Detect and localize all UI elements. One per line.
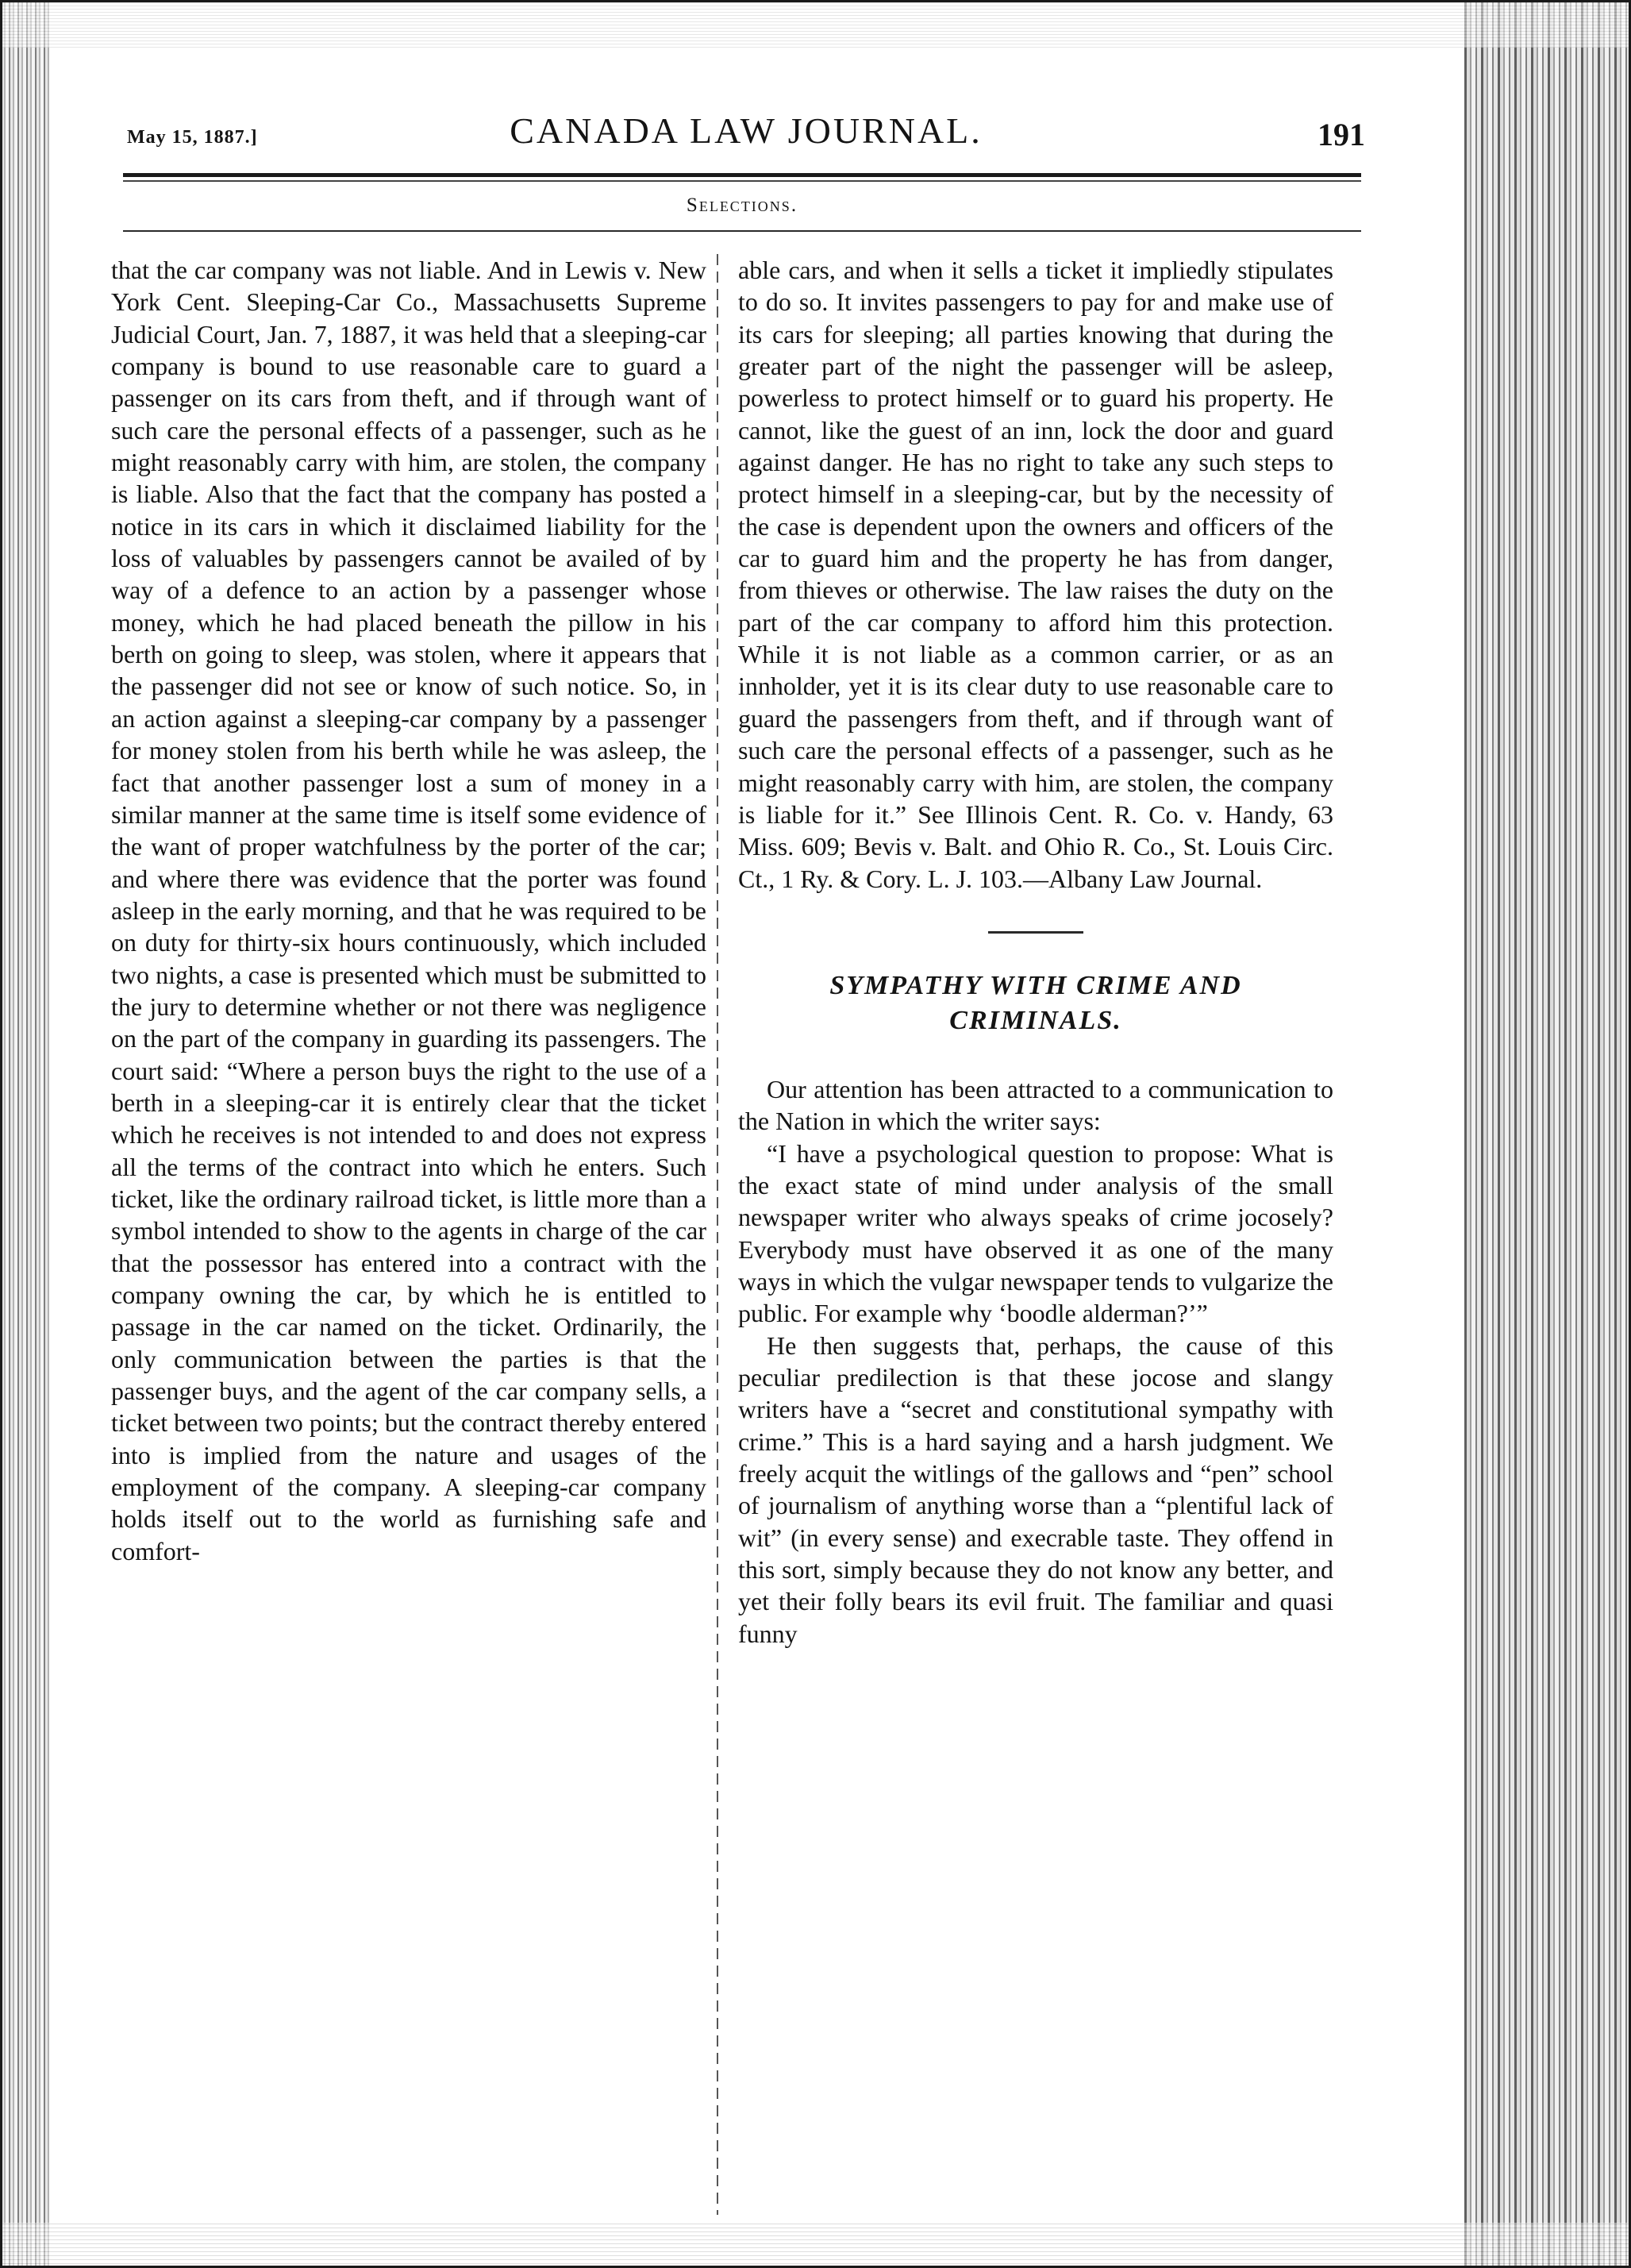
article-paragraph-2: “I have a psychological question to propose: What is the exact state of mind under analysis of the small newspaper writer who always speaks of crime jocosely? Everybody must have observed it as one of the many ways in which the vulgar newspaper tends to vulgarize the public. For example why ‘boodle alderman?’” bbox=[738, 1138, 1333, 1328]
right-column bbox=[738, 254, 1333, 1650]
running-date: May 15, 1887.] bbox=[127, 127, 258, 148]
article-paragraph-1: Our attention has been attracted to a communication to the Nation in which the writer says: bbox=[738, 1074, 1333, 1136]
column-divider bbox=[717, 254, 718, 2215]
journal-title: CANADA LAW JOURNAL. bbox=[510, 110, 983, 151]
header-rule bbox=[123, 173, 1361, 177]
page-number: 191 bbox=[1317, 117, 1365, 152]
article-title-line-1: SYMPATHY WITH CRIME AND bbox=[829, 970, 1242, 1000]
article-paragraph-3: He then suggests that, perhaps, the cause of this peculiar predilection is that these jocose and slangy writers have a “secret and constitutional sympathy with crime.” This is a hard saying and a harsh judgment. We freely acquit the witlings of the gallows and “pen” school of journalism of anything worse than a “plentiful lack of wit” (in every sense) and execrable taste. They offend in this sort, simply because they do not know any better, and yet their folly bears its evil fruit. The familiar and quasi funny bbox=[738, 1330, 1333, 1648]
article-divider bbox=[988, 931, 1083, 934]
article-title-line-2: CRIMINALS. bbox=[949, 1005, 1122, 1035]
article-title bbox=[738, 968, 1333, 1038]
section-rule bbox=[123, 230, 1361, 232]
section-heading: Selections. bbox=[686, 194, 798, 216]
header-rule-thin bbox=[123, 180, 1361, 182]
continuation-text: able cars, and when it sells a ticket it impliedly stipulates to do so. It invites passengers to pay for and make use of its cars for sleeping; all parties knowing that during the greater part of the night the passenger will be asleep, powerless to protect himself or to guard his property. He cannot, like the guest of an inn, lock the door and guard against danger. He has no right to take any such steps to protect himself in a sleeping-car, but by the necessity of the case is dependent upon the owners and officers of the car to guard him and the property he has from danger, from thieves or otherwise. The law raises the duty on the part of the car company to afford him this protection. While it is not liable as a common carrier, or as an innholder, yet it is its clear duty to use reasonable care to guard the passengers from theft, and if through want of such care the personal effects of a passenger, such as he might reasonably carry with him, are stolen, the company is liable for it.” See Illinois Cent. R. Co. v. Handy, 63 Miss. 609; Bevis v. Balt. and Ohio R. Co., St. Louis Circ. Ct., 1 Ry. & Cory. L. J. 103.—Albany Law Journal. bbox=[738, 256, 1333, 893]
running-header bbox=[127, 110, 1365, 157]
left-column bbox=[111, 254, 706, 1567]
left-column-text: that the car company was not liable. And in Lewis v. New York Cent. Sleeping-Car Co., Massachusetts Supreme Judicial Court, Jan. 7, 1887, it was held that a sleeping-car company is bound to use reasonable care to guard a passenger on its cars from theft, and if through want of such care the personal effects of a passenger, such as he might reasonably carry with him, are stolen, the company is liable. Also that the fact that the company has posted a notice in its cars in which it disclaimed liability for the loss of valuables by passengers cannot be availed of by way of a defence to an action by a passenger whose money, which he had placed beneath the pillow in his berth on going to sleep, was stolen, where it appears that the passenger did not see or know of such notice. So, in an action against a sleeping-car company by a passenger for money stolen from his berth while he was asleep, the fact that another passenger lost a sum of money in a similar manner at the same time is itself some evidence of the want of proper watchfulness by the porter of the car; and where there was evidence that the porter was found asleep in the early morning, and that he was required to be on duty for thirty-six hours continuously, which included two nights, a case is presented which must be submitted to the jury to determine whether or not there was negligence on the part of the company in guarding its passengers. The court said: “Where a person buys the right to the use of a berth in a sleeping-car it is entirely clear that the ticket which he receives is not intended to and does not express all the terms of the contract into which he enters. Such ticket, like the ordinary railroad ticket, is little more than a symbol intended to show to the agents in charge of the car that the possessor has entered into a contract with the company owning the car, by which he is entitled to passage in the car named on the ticket. Ordinarily, the only communication between the parties is that the passenger buys, and the agent of the car company sells, a ticket between two points; but the contract thereby entered into is implied from the nature and usages of the employment of the company. A sleeping-car company holds itself out to the world as furnishing safe and comfort- bbox=[111, 256, 706, 1565]
